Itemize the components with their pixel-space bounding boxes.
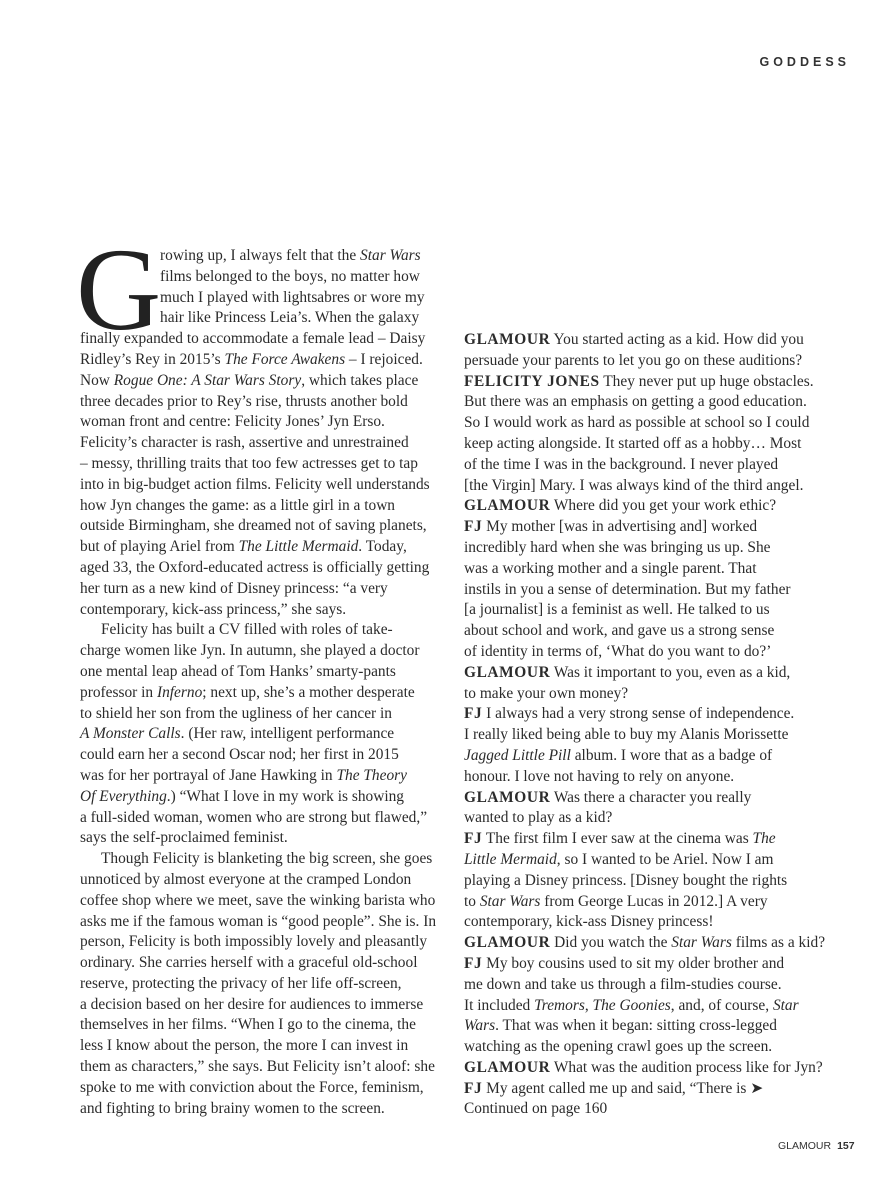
italic-title: Tremors: [534, 996, 585, 1014]
text-run: [the Virgin] Mary. I was always kind of the third angel.: [464, 476, 804, 494]
text-line: [80, 808, 450, 829]
text-run: hair like Princess Leia’s. When the galaxy: [160, 309, 420, 327]
text-run: woman front and centre: Felicity Jones’ Jyn Erso.: [80, 413, 385, 431]
text-line: [464, 1099, 834, 1120]
text-run: Felicity has built a CV filled with roles of take-: [101, 621, 393, 639]
text-run: Though Felicity is blanketing the big screen, she goes: [101, 850, 433, 868]
text-line: [464, 746, 834, 767]
text-run: , so I wanted to be Ariel. Now I am: [556, 850, 774, 868]
text-run: about school and work, and gave us a strong sense: [464, 622, 775, 640]
text-run: instils in you a sense of determination. But my father: [464, 580, 791, 598]
italic-title: Jagged Little Pill: [464, 746, 571, 764]
text-line: [80, 974, 450, 995]
text-line: [464, 871, 834, 892]
text-line: [464, 850, 834, 871]
text-run: outside Birmingham, she dreamed not of saving planets,: [80, 517, 427, 535]
text-run: charge women like Jyn. In autumn, she played a doctor: [80, 642, 420, 660]
text-line: [80, 454, 450, 475]
text-run: honour. I love not having to rely on anyone.: [464, 767, 735, 785]
text-line: [80, 870, 450, 891]
speaker-label: FJ: [464, 518, 483, 536]
text-line: [464, 684, 834, 705]
text-run: Continued on page 160: [464, 1100, 608, 1118]
text-run: wanted to play as a kid?: [464, 809, 613, 827]
text-run: I always had a very strong sense of independence.: [482, 705, 795, 723]
text-run: could earn her a second Oscar nod; her first in 2015: [80, 746, 399, 764]
text-run: My boy cousins used to sit my older brother and: [482, 954, 785, 972]
text-line: [80, 1078, 450, 1099]
text-line: [464, 663, 834, 684]
text-line: [80, 641, 450, 662]
text-line: [80, 475, 450, 496]
text-run: My mother [was in advertising and] worked: [482, 518, 758, 536]
text-run: incredibly hard when she was bringing us up. She: [464, 538, 771, 556]
speaker-label: GLAMOUR: [464, 1058, 551, 1076]
text-run: . Today,: [358, 538, 407, 556]
text-run: Where did you get your work ethic?: [550, 497, 777, 515]
text-line: [80, 620, 450, 641]
text-run: films belonged to the boys, no matter how: [160, 267, 420, 285]
text-line: [464, 1079, 834, 1100]
text-line: [80, 932, 450, 953]
italic-title: The Little Mermaid: [238, 538, 359, 556]
italic-title: Rogue One: A Star Wars Story: [113, 371, 302, 389]
text-run: aged 33, the Oxford-educated actress is officially getting: [80, 558, 430, 576]
text-run: Felicity’s character is rash, assertive and unrestrained: [80, 434, 409, 452]
text-run: My agent called me up and said, “There is ➤: [482, 1079, 764, 1097]
page-footer: [778, 1140, 855, 1152]
text-run: less I know about the person, the more I can invest in: [80, 1037, 409, 1055]
text-line: [464, 725, 834, 746]
text-run: to make your own money?: [464, 684, 629, 702]
magazine-name: GLAMOUR: [778, 1140, 832, 1152]
text-line: [464, 829, 834, 850]
text-line: [464, 600, 834, 621]
text-run: to: [464, 892, 480, 910]
text-run: how Jyn changes the game: as a little girl in a town: [80, 496, 396, 514]
speaker-label: FJ: [464, 1079, 483, 1097]
italic-title: Star Wars: [479, 892, 541, 910]
text-run: keep acting alongside. It started off as a hobby… Most: [464, 434, 802, 452]
text-run: You started acting as a kid. How did you: [550, 331, 804, 348]
speaker-label: GLAMOUR: [464, 663, 551, 681]
text-run: much I played with lightsabres or wore my: [160, 288, 425, 306]
text-line: [464, 704, 834, 725]
text-run: contemporary, kick-ass princess,” she says.: [80, 600, 347, 618]
italic-title: Inferno: [156, 683, 203, 701]
text-line: [80, 828, 450, 849]
text-line: [464, 517, 834, 538]
text-run: professor in: [80, 683, 157, 701]
text-line: [464, 330, 834, 351]
speaker-label: FJ: [464, 830, 483, 848]
text-line: [464, 1058, 834, 1079]
speaker-label: GLAMOUR: [464, 934, 551, 952]
text-line: [464, 912, 834, 933]
text-line: [464, 767, 834, 788]
text-line: [80, 891, 450, 912]
text-run: was for her portrayal of Jane Hawking in: [80, 766, 337, 784]
text-line: [80, 995, 450, 1016]
text-line: [464, 954, 834, 975]
text-run: from George Lucas in 2012.] A very: [540, 892, 768, 910]
text-run: Was there a character you really: [550, 788, 752, 806]
text-line: [464, 621, 834, 642]
interview-right-column: [464, 330, 834, 1120]
text-run: album. I wore that as a badge of: [570, 746, 773, 764]
text-line: [80, 371, 450, 392]
italic-title: Wars: [464, 1017, 496, 1035]
text-run: ordinary. She carries herself with a graceful old-school: [80, 954, 418, 972]
text-run: They never put up huge obstacles.: [599, 372, 814, 390]
text-run: of identity in terms of, ‘What do you want to do?’: [464, 642, 772, 660]
text-run: rowing up, I always felt that the: [160, 247, 361, 264]
text-line: [464, 392, 834, 413]
text-run: me down and take us through a film-studies course.: [464, 975, 782, 993]
text-run: playing a Disney princess. [Disney bought the rights: [464, 871, 788, 889]
text-line: [80, 537, 450, 558]
text-line: [464, 559, 834, 580]
italic-title: Star: [772, 996, 799, 1014]
text-line: [464, 496, 834, 517]
text-line: [80, 516, 450, 537]
speaker-label: GLAMOUR: [464, 331, 551, 348]
text-run: . (Her raw, intelligent performance: [180, 725, 395, 743]
text-run: of the time I was in the background. I never played: [464, 455, 779, 473]
text-line: [80, 1015, 450, 1036]
text-run: and fighting to bring brainy women to the screen.: [80, 1099, 385, 1117]
text-line: [80, 912, 450, 933]
text-line: [80, 600, 450, 621]
text-line: [464, 975, 834, 996]
text-line: [80, 1036, 450, 1057]
text-run: says the self-proclaimed feminist.: [80, 829, 288, 847]
text-run: a decision based on her desire for audiences to immerse: [80, 995, 424, 1013]
text-run: It included: [464, 996, 535, 1014]
text-line: [464, 933, 834, 954]
italic-title: Star Wars: [360, 247, 421, 264]
text-line: [464, 580, 834, 601]
text-line: [80, 412, 450, 433]
text-run: person, Felicity is both impossibly lovely and pleasantly: [80, 933, 428, 951]
italic-title: The Theory: [336, 766, 407, 784]
text-line: [80, 1099, 450, 1120]
text-line: [464, 788, 834, 809]
text-run: finally expanded to accommodate a female lead – Daisy: [80, 330, 426, 348]
text-run: but of playing Ariel from: [80, 538, 239, 556]
text-run: films as a kid?: [731, 934, 826, 952]
text-run: So I would work as hard as possible at school so I could: [464, 414, 810, 432]
text-line: [464, 413, 834, 434]
text-run: unnoticed by almost everyone at the cramped London: [80, 870, 412, 888]
text-run: Did you watch the: [550, 934, 672, 952]
text-line: [80, 558, 450, 579]
text-line: [80, 745, 450, 766]
text-line: [464, 996, 834, 1017]
text-run: coffee shop where we meet, save the winking barista who: [80, 891, 436, 909]
italic-title: Of Everything: [80, 787, 167, 805]
text-line: [464, 808, 834, 829]
text-run: watching as the opening crawl goes up the screen.: [464, 1038, 773, 1056]
text-run: ; next up, she’s a mother desperate: [202, 683, 415, 701]
text-run: The first film I ever saw at the cinema was: [482, 830, 753, 848]
text-line: [80, 433, 450, 454]
text-run: one mental leap ahead of Tom Hanks’ smarty-pants: [80, 662, 396, 680]
text-line: [80, 953, 450, 974]
text-run: Was it important to you, even as a kid,: [550, 663, 791, 681]
italic-title: The Goonies: [592, 996, 671, 1014]
text-run: – I rejoiced.: [345, 350, 423, 368]
italic-title: A Monster Calls: [80, 725, 181, 743]
text-line: [80, 683, 450, 704]
text-line: [464, 351, 834, 372]
speaker-label: FJ: [464, 954, 483, 972]
text-run: ,: [584, 996, 593, 1014]
text-line: [464, 372, 834, 393]
text-line: [464, 455, 834, 476]
text-run: – messy, thrilling traits that too few actresses get to tap: [80, 454, 418, 472]
text-line: [464, 538, 834, 559]
text-run: , which takes place: [301, 371, 419, 389]
speaker-label: GLAMOUR: [464, 788, 551, 806]
text-run: three decades prior to Rey’s rise, thrusts another bold: [80, 392, 408, 410]
text-run: them as characters,” she says. But Felicity isn’t aloof: she: [80, 1058, 435, 1076]
text-run: reserve, protecting the privacy of her life off-screen,: [80, 974, 402, 992]
text-run: her turn as a new kind of Disney princess: “a very: [80, 579, 388, 597]
text-run: themselves in her films. “When I go to the cinema, the: [80, 1016, 416, 1034]
text-run: spoke to me with conviction about the Force, feminism,: [80, 1078, 424, 1096]
text-run: [a journalist] is a feminist as well. He talked to us: [464, 601, 770, 619]
speaker-label: GLAMOUR: [464, 497, 551, 515]
text-line: [80, 392, 450, 413]
text-run: , and, of course,: [670, 996, 773, 1014]
drop-cap: G: [76, 224, 162, 355]
speaker-label: FELICITY JONES: [464, 372, 600, 390]
italic-title: Star Wars: [671, 934, 732, 952]
text-run: persuade your parents to let you go on these auditions?: [464, 351, 803, 369]
article-left-column: [76, 224, 450, 1119]
text-line: [464, 434, 834, 455]
speaker-label: FJ: [464, 705, 483, 723]
text-line: [80, 496, 450, 517]
text-run: was a working mother and a single parent. That: [464, 559, 757, 577]
page-number: 157: [837, 1140, 855, 1152]
text-run: asks me if the famous woman is “good people”. She is. In: [80, 912, 437, 930]
text-line: [80, 704, 450, 725]
text-line: [464, 642, 834, 663]
text-run: What was the audition process like for Jyn?: [550, 1058, 823, 1076]
text-run: But there was an emphasis on getting a good education.: [464, 393, 807, 411]
italic-title: The Force Awakens: [224, 350, 346, 368]
text-line: [464, 1037, 834, 1058]
section-label: GODDESS: [759, 55, 850, 69]
text-line: [80, 579, 450, 600]
text-line: [464, 476, 834, 497]
text-run: into in big-budget action films. Felicity well understands: [80, 475, 430, 493]
text-line: [80, 1057, 450, 1078]
text-line: [80, 849, 450, 870]
text-run: Ridley’s Rey in 2015’s: [80, 350, 225, 368]
text-line: [80, 787, 450, 808]
text-run: . That was when it began: sitting cross-legged: [495, 1017, 777, 1035]
text-run: Now: [80, 371, 114, 389]
text-run: a full-sided woman, women who are strong but flawed,”: [80, 808, 428, 826]
text-run: I really liked being able to buy my Alanis Morissette: [464, 726, 789, 744]
italic-title: Little Mermaid: [464, 850, 557, 868]
text-line: [80, 724, 450, 745]
text-run: .) “What I love in my work is showing: [166, 787, 404, 805]
text-run: contemporary, kick-ass Disney princess!: [464, 913, 714, 931]
text-line: [464, 892, 834, 913]
text-run: to shield her son from the ugliness of her cancer in: [80, 704, 392, 722]
text-line: [80, 766, 450, 787]
italic-title: The: [752, 830, 776, 848]
text-line: [464, 1016, 834, 1037]
text-line: [80, 662, 450, 683]
